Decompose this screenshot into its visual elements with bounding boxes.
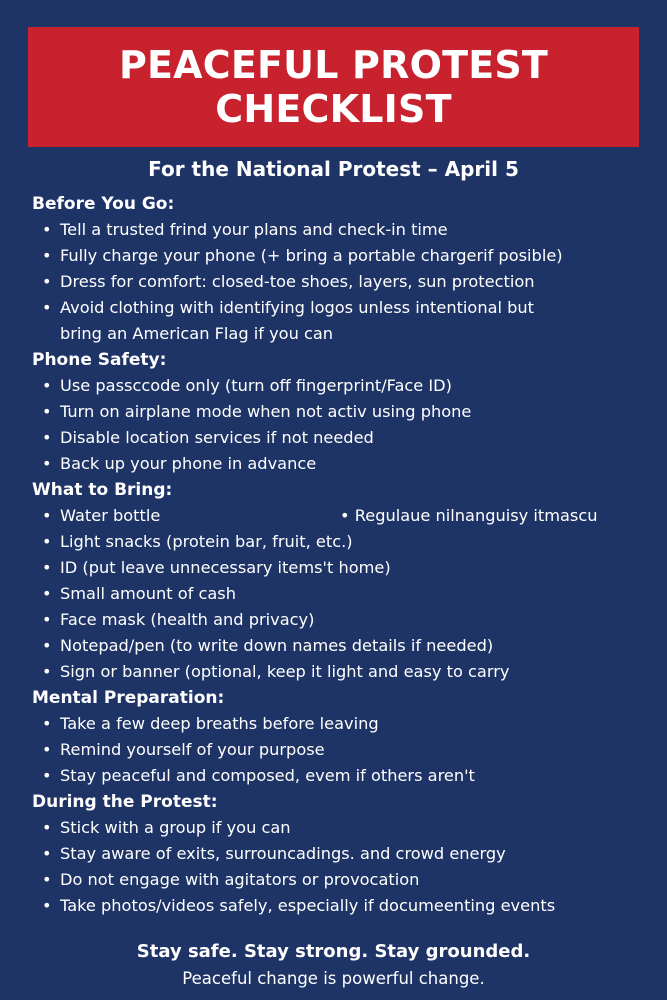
list-item-text-secondary (340, 503, 598, 529)
list-item (32, 659, 652, 685)
list-mental-preparation (32, 711, 652, 789)
list-item-text: Fully charge your phone (+ bring a portable chargerif posible) (60, 246, 563, 265)
list-during-the-protest (32, 815, 652, 919)
list-item-text: Light snacks (protein bar, fruit, etc.) (60, 532, 353, 551)
footer-motto: Stay safe. Stay strong. Stay grounded. (136, 941, 531, 962)
bullet-icon: • (42, 896, 52, 915)
checklist-content (32, 191, 652, 919)
title-banner (28, 27, 639, 147)
bullet-icon: • (340, 506, 350, 525)
footer-tagline: Peaceful change is powerful change. (182, 969, 485, 988)
list-item (32, 243, 652, 269)
list-item-text: Do not engage with agitators or provocation (60, 870, 420, 889)
list-item-text: Dress for comfort: closed-toe shoes, layers, sun protection (60, 272, 535, 291)
list-phone-safety (32, 373, 652, 477)
list-item-text: Avoid clothing with identifying logos unless intentional but (60, 298, 535, 317)
section-title-before-you-go: Before You Go: (32, 194, 175, 214)
bullet-icon: • (42, 428, 52, 447)
list-item-continuation (32, 321, 652, 347)
bullet-icon: • (42, 870, 52, 889)
list-item (32, 451, 652, 477)
page-subtitle: For the National Protest – April 5 (148, 157, 519, 181)
list-item-text: Back up your phone in advance (60, 454, 317, 473)
list-item-text: Stay aware of exits, surrouncadings. and crowd energy (60, 844, 506, 863)
list-item-text: Notepad/pen (to write down names details if needed) (60, 636, 494, 655)
list-item (32, 295, 652, 321)
list-item-text: Disable location services if not needed (60, 428, 374, 447)
list-item (32, 425, 652, 451)
bullet-icon: • (42, 610, 52, 629)
list-item (32, 373, 652, 399)
bullet-icon: • (42, 818, 52, 837)
bullet-icon: • (42, 636, 52, 655)
list-item-text: Turn on airplane mode when not activ using phone (60, 402, 472, 421)
list-item-text: Remind yourself of your purpose (60, 740, 325, 759)
list-item (32, 399, 652, 425)
list-item (32, 867, 652, 893)
section-title-mental-preparation: Mental Preparation: (32, 688, 225, 708)
bullet-icon: • (42, 662, 52, 681)
list-item (32, 607, 652, 633)
page-title-line-1: PEACEFUL PROTEST (118, 43, 549, 87)
bullet-icon: • (42, 454, 52, 473)
bullet-icon: • (42, 272, 52, 291)
list-item (32, 633, 652, 659)
section-title-phone-safety: Phone Safety: (32, 350, 167, 370)
list-before-you-go (32, 217, 652, 347)
list-item-text: Take photos/videos safely, especially if documeenting events (60, 896, 556, 915)
list-item-text: Tell a trusted frind your plans and check-in time (60, 220, 448, 239)
list-item-text: Small amount of cash (60, 584, 236, 603)
list-item (32, 737, 652, 763)
list-item-text: Use passccode only (turn off fingerprint/Face ID) (60, 376, 452, 395)
list-item-text: bring an American Flag if you can (60, 324, 334, 343)
list-what-to-bring (32, 503, 652, 685)
list-item (32, 555, 652, 581)
list-item (32, 763, 652, 789)
list-item (32, 503, 652, 529)
bullet-icon: • (42, 298, 52, 317)
list-item (32, 893, 652, 919)
list-item (32, 269, 652, 295)
list-item-text: Regulaue nilnanguisy itmascu (354, 506, 598, 525)
bullet-icon: • (42, 558, 52, 577)
bullet-icon: • (42, 376, 52, 395)
list-item (32, 841, 652, 867)
list-item (32, 529, 652, 555)
bullet-icon: • (42, 714, 52, 733)
list-item-text: Sign or banner (optional, keep it light and easy to carry (60, 662, 510, 681)
list-item-text: Water bottle (60, 506, 161, 525)
list-item (32, 217, 652, 243)
list-item (32, 581, 652, 607)
list-item-text: ID (put leave unnecessary items't home) (60, 558, 391, 577)
list-item-text: Face mask (health and privacy) (60, 610, 315, 629)
bullet-icon: • (42, 766, 52, 785)
list-item (32, 711, 652, 737)
bullet-icon: • (42, 844, 52, 863)
bullet-icon: • (42, 220, 52, 239)
bullet-icon: • (42, 402, 52, 421)
list-item-text: Stay peaceful and composed, evem if others aren't (60, 766, 475, 785)
list-item (32, 815, 652, 841)
bullet-icon: • (42, 246, 52, 265)
list-item-text: Take a few deep breaths before leaving (60, 714, 379, 733)
bullet-icon: • (42, 532, 52, 551)
bullet-icon: • (42, 584, 52, 603)
list-item-text: Stick with a group if you can (60, 818, 291, 837)
section-title-during-the-protest: During the Protest: (32, 792, 218, 812)
section-title-what-to-bring: What to Bring: (32, 480, 173, 500)
bullet-icon: • (42, 506, 52, 525)
page-title-line-2: CHECKLIST (215, 87, 452, 131)
bullet-icon: • (42, 740, 52, 759)
